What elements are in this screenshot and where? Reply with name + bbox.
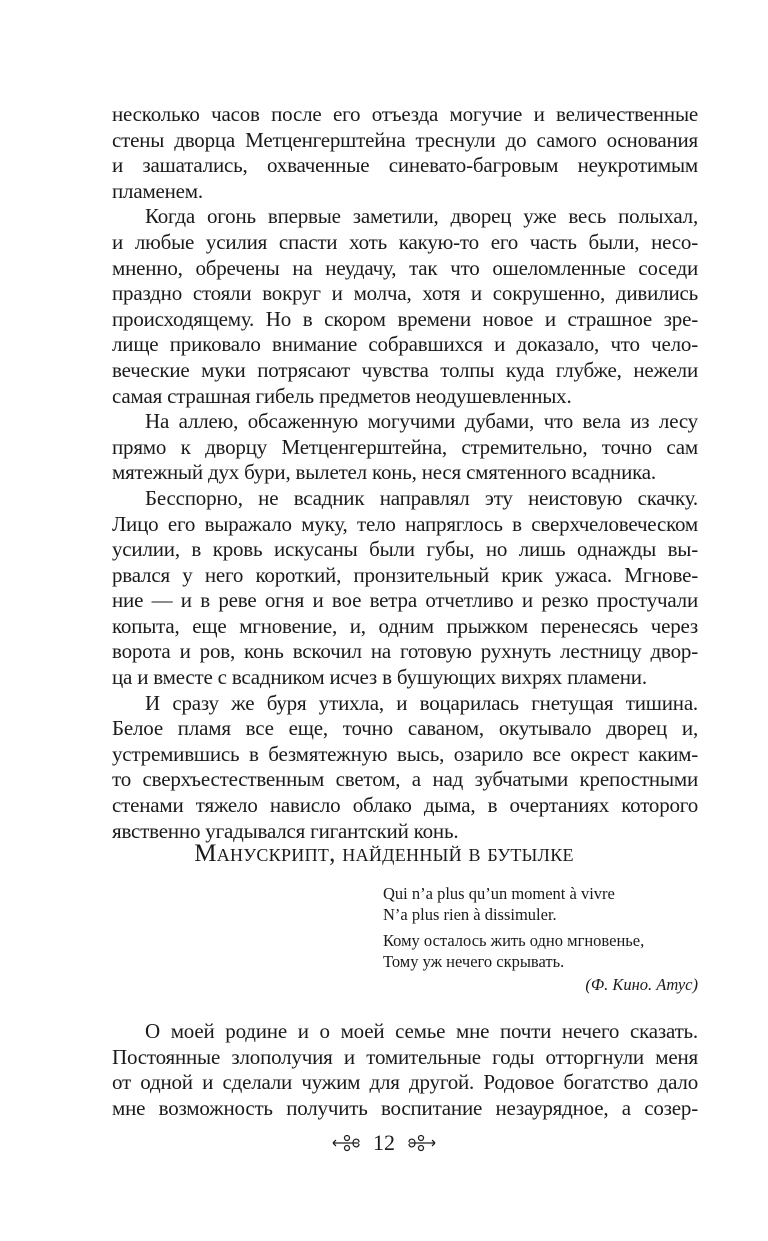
text-line: то сверхъестественным светом, а над зубчатыми крепостными	[112, 767, 698, 792]
epigraph-line: Тому уж нечего скрывать.	[383, 951, 565, 971]
body-text-top	[112, 102, 698, 844]
epigraph-line: Qui n’a plus qu’un moment à vivre	[383, 884, 615, 903]
text-line: самая страшная гибель предметов неодушевленных.	[112, 383, 572, 408]
text-line: Когда огонь впервые заметили, дворец уже весь полыхал,	[145, 204, 698, 229]
ornament-right-icon	[407, 1133, 437, 1153]
text-line: пламенем.	[112, 178, 203, 203]
body-text-bottom	[112, 1019, 698, 1121]
text-line: мненно, обречены на неудачу, так что ошеломленные соседи	[112, 255, 698, 280]
epigraph-attribution: (Ф. Кино. Атус)	[585, 975, 698, 994]
page-footer	[0, 1130, 768, 1156]
text-line: происходящему. Но в скором времени новое и страшное зре-	[112, 306, 698, 331]
text-line: стенами тяжело нависло облако дыма, в очертаниях которого	[112, 793, 698, 818]
text-line: И сразу же буря утихла, и воцарилась гнетущая тишина.	[145, 690, 698, 715]
text-line: ца и вместе с всадником исчез в бушующих вихрях пламени.	[112, 665, 647, 690]
text-line: лище приковало внимание собравшихся и доказало, что чело-	[112, 332, 698, 357]
epigraph	[383, 884, 698, 996]
text-line: праздно стояли вокруг и молча, хотя и сокрушенно, дивились	[112, 281, 698, 306]
text-line: рвался у него короткий, пронзительный крик ужаса. Мгнове-	[112, 562, 698, 587]
text-line: Бесспорно, не всадник направлял эту неистовую скачку.	[145, 485, 698, 510]
text-line: усилии, в кровь искусаны были губы, но лишь однажды вы-	[112, 537, 698, 562]
text-line: несколько часов после его отъезда могучие и величественные	[112, 102, 698, 126]
ornament-left-icon	[331, 1133, 361, 1153]
text-line: Постоянные злополучия и томительные годы отторгнули меня	[112, 1044, 698, 1069]
text-line: Белое пламя все еще, точно саваном, окутывало дворец и,	[112, 716, 698, 741]
text-line: О моей родине и о моей семье мне почти нечего сказать.	[145, 1019, 698, 1043]
epigraph-line: N’a plus rien à dissimuler.	[383, 904, 557, 924]
text-line: прямо к дворцу Метценгерштейна, стремительно, точно сам	[112, 434, 698, 459]
page-number: 12	[373, 1130, 395, 1155]
text-line: мне возможность получить воспитание незаурядное, а созер-	[112, 1095, 698, 1120]
text-line: и зашатались, охваченные синевато-багровым неукротимым	[112, 153, 698, 178]
chapter-title: Манускрипт, найденный в бутылке	[194, 840, 574, 867]
text-line: Лицо его выражало муку, тело напряглось в сверхчеловеческом	[112, 511, 698, 536]
text-line: и любые усилия спасти хоть какую-то его часть были, несо-	[112, 229, 698, 254]
epigraph-line: Кому осталось жить одно мгновенье,	[383, 931, 645, 950]
text-line: явственно угадывался гигантский конь.	[112, 818, 459, 843]
text-line: стены дворца Метценгерштейна треснули до самого основания	[112, 127, 698, 152]
text-line: веческие муки потрясают чувства толпы куда глубже, нежели	[112, 357, 698, 382]
text-line: устремившись в безмятежную высь, озарило все окрест каким-	[112, 741, 698, 766]
text-line: копыта, еще мгновение, и, одним прыжком перенесясь через	[112, 613, 698, 638]
text-line: ворота и ров, конь вскочил на готовую рухнуть лестницу двор-	[112, 639, 698, 664]
text-line: На аллею, обсаженную могучими дубами, что вела из лесу	[145, 409, 698, 434]
text-line: ние — и в реве огня и вое ветра отчетливо и резко простучали	[112, 588, 698, 613]
text-line: от одной и сделали чужим для другой. Родовое богатство дало	[112, 1070, 698, 1095]
text-line: мятежный дух бури, вылетел конь, неся смятенного всадника.	[112, 460, 656, 485]
